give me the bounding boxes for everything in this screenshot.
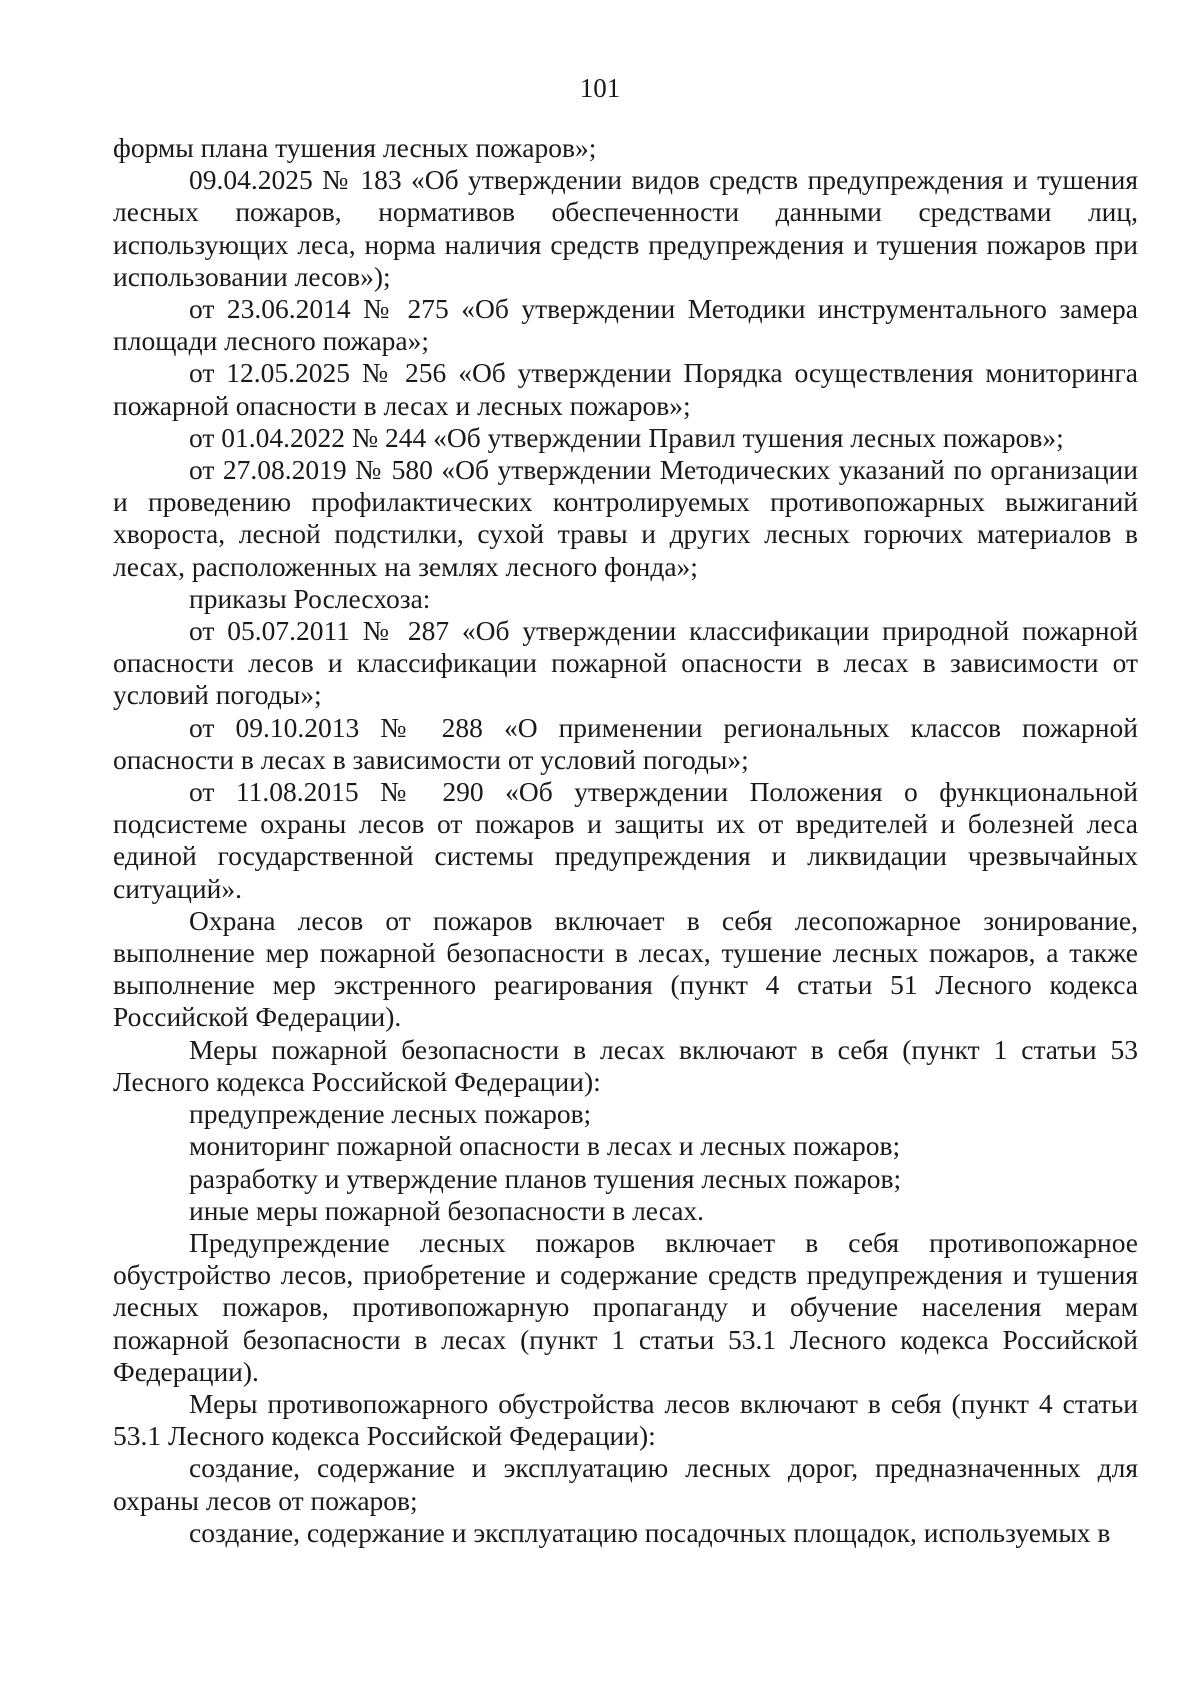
paragraph-order-288: от 09.10.2013 № 288 «О применении региональных классов пожарной опасности в лесах в зависимости от условий погоды»; — [113, 711, 1138, 775]
paragraph-order-256: от 12.05.2025 № 256 «Об утверждении Порядка осуществления мониторинга пожарной опасности в лесах и лесных пожаров»; — [113, 357, 1138, 421]
paragraph-order-580: от 27.08.2019 № 580 «Об утверждении Методических указаний по организации и проведению профилактических контролируемых противопожарных выжиганий хвороста, лесной подстилки, сухой травы и других лесных горючих материалов в лесах, расположенных на землях лесного фонда»; — [113, 454, 1138, 582]
paragraph-fire-prevention: Предупреждение лесных пожаров включает в себя противопожарное обустройство лесов, приобретение и содержание средств предупреждения и тушения лесных пожаров, противопожарную пропаганду и обучение населения мерам пожарной безопасности в лесах (пункт 1 статьи 53.1 Лесного кодекса Российской Федерации). — [113, 1226, 1138, 1387]
paragraph-fire-safety-measures: Меры пожарной безопасности в лесах включают в себя (пункт 1 статьи 53 Лесного кодекса Российской Федерации): — [113, 1033, 1138, 1097]
list-item-monitoring: мониторинг пожарной опасности в лесах и лесных пожаров; — [189, 1130, 901, 1162]
page-number: 101 — [579, 73, 621, 103]
list-item-landing-sites: создание, содержание и эксплуатацию посадочных площадок, используемых в — [189, 1516, 1111, 1548]
paragraph-order-275: от 23.06.2014 № 275 «Об утверждении Методики инструментального замера площади лесного пожара»; — [113, 293, 1138, 357]
paragraph-rosleskhoz-heading: приказы Рослесхоза: — [189, 582, 431, 614]
paragraph-order-244: от 01.04.2022 № 244 «Об утверждении Правил тушения лесных пожаров»; — [189, 421, 1064, 453]
paragraph-order-183: 09.04.2025 № 183 «Об утверждении видов средств предупреждения и тушения лесных пожаров, нормативов обеспеченности данными средствами лиц, использующих леса, норма наличия средств предупреждения и тушения пожаров при использовании лесов»); — [113, 164, 1138, 292]
paragraph-order-287: от 05.07.2011 № 287 «Об утверждении классификации природной пожарной опасности лесов и классификации пожарной опасности в лесах в зависимости от условий погоды»; — [113, 615, 1138, 711]
document-body — [113, 132, 1138, 1549]
paragraph-arrangement-measures: Меры противопожарного обустройства лесов включают в себя (пункт 4 статьи 53.1 Лесного кодекса Российской Федерации): — [113, 1387, 1138, 1452]
list-item-prevention: предупреждение лесных пожаров; — [189, 1098, 592, 1130]
paragraph-continuation: формы плана тушения лесных пожаров»; — [113, 132, 597, 163]
list-item-forest-roads: создание, содержание и эксплуатацию лесных дорог, предназначенных для охраны лесов от пожаров; — [113, 1452, 1138, 1516]
paragraph-forest-fire-protection: Охрана лесов от пожаров включает в себя лесопожарное зонирование, выполнение мер пожарной безопасности в лесах, тушение лесных пожаров, а также выполнение мер экстренного реагирования (пункт 4 статьи 51 Лесного кодекса Российской Федерации). — [113, 904, 1138, 1033]
paragraph-order-290: от 11.08.2015 № 290 «Об утверждении Положения о функциональной подсистеме охраны лесов от пожаров и защиты их от вредителей и болезней леса единой государственной системы предупреждения и ликвидации чрезвычайных ситуаций». — [113, 776, 1138, 904]
list-item-other-measures: иные меры пожарной безопасности в лесах. — [189, 1194, 705, 1226]
list-item-plans: разработку и утверждение планов тушения лесных пожаров; — [189, 1162, 902, 1194]
